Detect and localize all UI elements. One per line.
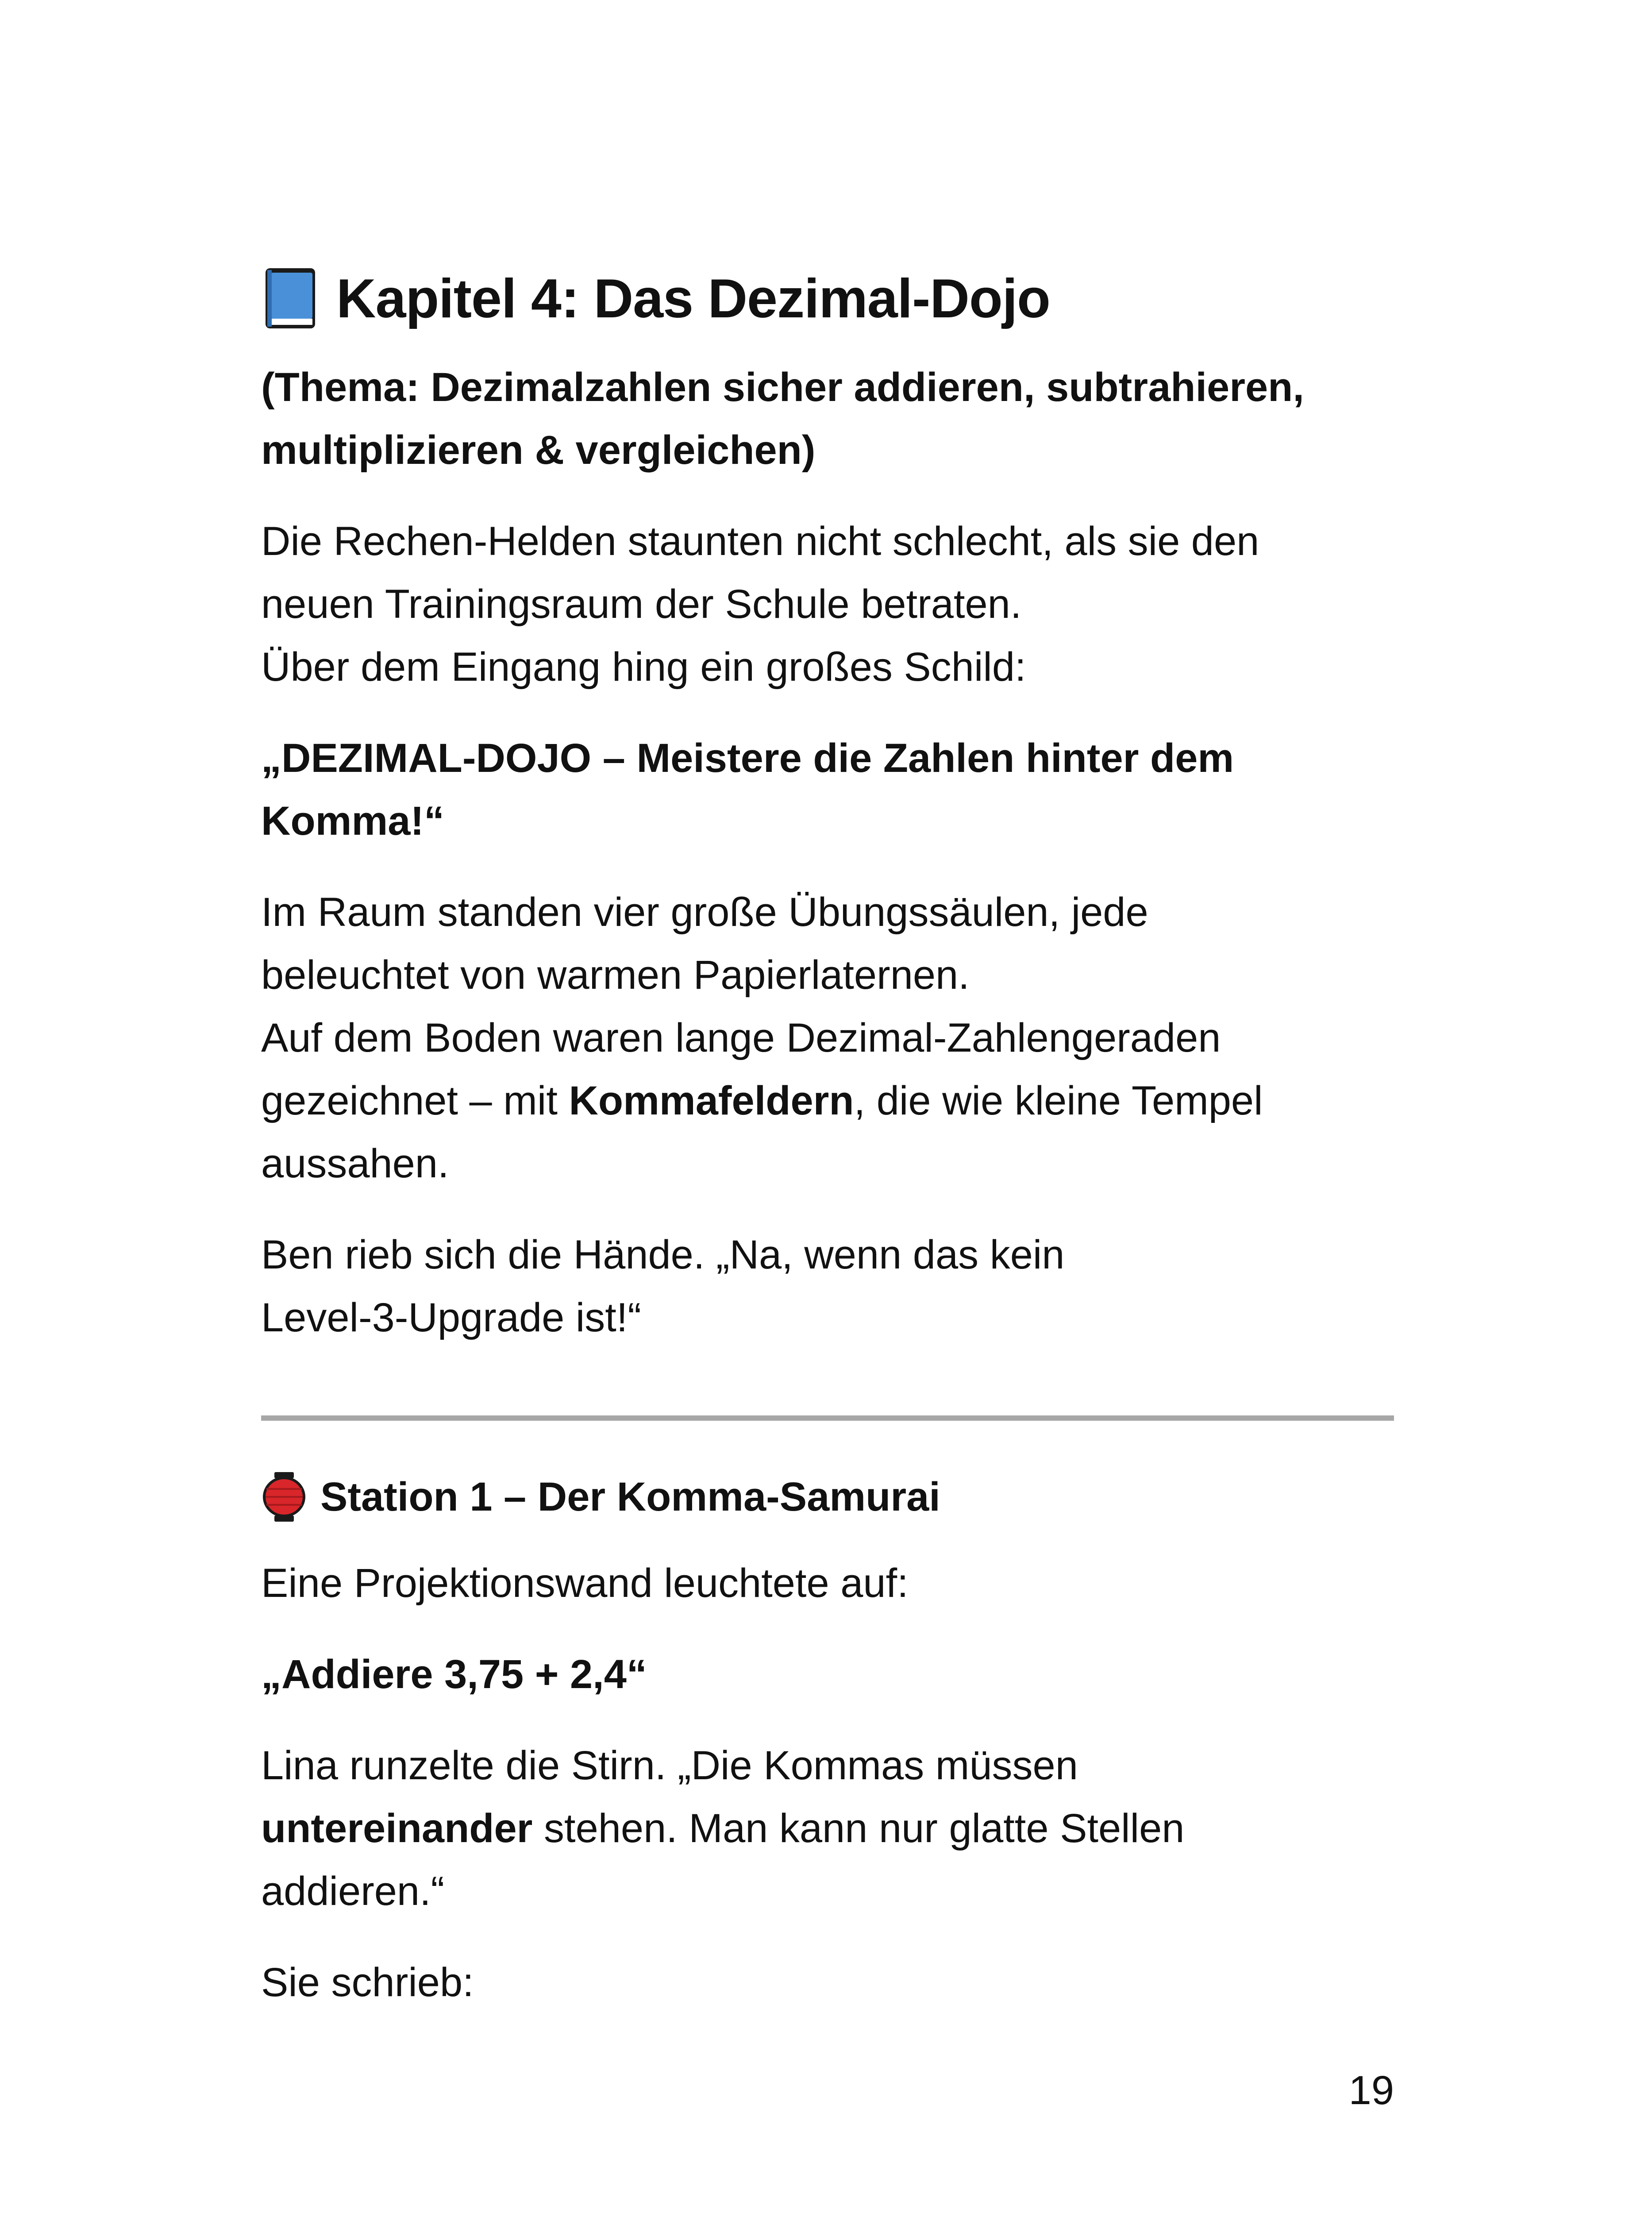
section-divider	[261, 1415, 1394, 1421]
intro-paragraph-3	[261, 1223, 1394, 1349]
text-line: Lina runzelte die Stirn. „Die Kommas müssen	[261, 1743, 1078, 1788]
station-heading	[261, 1470, 1394, 1523]
station-paragraph-1	[261, 1552, 1394, 1615]
red-lantern-icon	[261, 1470, 307, 1523]
station-paragraph-2	[261, 1734, 1394, 1923]
text-line: neuen Trainingsraum der Schule betraten.	[261, 582, 1022, 627]
text-line: Über dem Eingang hing ein großes Schild:	[261, 644, 1026, 690]
text-line: beleuchtet von warmen Papierlaternen.	[261, 952, 970, 998]
theme-line-2: multiplizieren & vergleichen)	[261, 428, 816, 473]
intro-paragraph-1	[261, 510, 1394, 698]
text-line: aussahen.	[261, 1141, 449, 1186]
text-line: gezeichnet – mit	[261, 1078, 569, 1123]
bold-term: untereinander	[261, 1806, 533, 1851]
chapter-title: Kapitel 4: Das Dezimal-Dojo	[336, 268, 1050, 329]
text-line: addieren.“	[261, 1869, 445, 1914]
page-content	[261, 266, 1394, 2014]
task-text: „Addiere 3,75 + 2,4“	[261, 1652, 647, 1697]
dojo-sign-text	[261, 727, 1394, 852]
page-number: 19	[1348, 2068, 1394, 2113]
blue-book-icon	[261, 266, 319, 332]
chapter-heading	[261, 266, 1394, 332]
text-line: Ben rieb sich die Hände. „Na, wenn das kein	[261, 1232, 1065, 1277]
text-line: , die wie kleine Tempel	[854, 1078, 1263, 1123]
text-line: Komma!“	[261, 798, 445, 844]
text-line: Sie schrieb:	[261, 1960, 474, 2005]
text-line: Auf dem Boden waren lange Dezimal-Zahlengeraden	[261, 1015, 1221, 1060]
text-line: Die Rechen-Helden staunten nicht schlecht, als sie den	[261, 519, 1259, 564]
text-line: Level-3-Upgrade ist!“	[261, 1295, 642, 1340]
station-paragraph-3	[261, 1951, 1394, 2014]
theme-line-1: (Thema: Dezimalzahlen sicher addieren, subtrahieren,	[261, 365, 1304, 410]
bold-term: Kommafeldern	[569, 1078, 854, 1123]
text-line: stehen. Man kann nur glatte Stellen	[532, 1806, 1185, 1851]
text-line: Im Raum standen vier große Übungssäulen, jede	[261, 890, 1148, 935]
intro-paragraph-2	[261, 881, 1394, 1195]
text-line: „DEZIMAL-DOJO – Meistere die Zahlen hinter dem	[261, 736, 1234, 781]
station-task	[261, 1643, 1394, 1706]
station-title: Station 1 – Der Komma-Samurai	[320, 1474, 940, 1519]
chapter-theme	[261, 356, 1394, 482]
text-line: Eine Projektionswand leuchtete auf:	[261, 1561, 909, 1606]
